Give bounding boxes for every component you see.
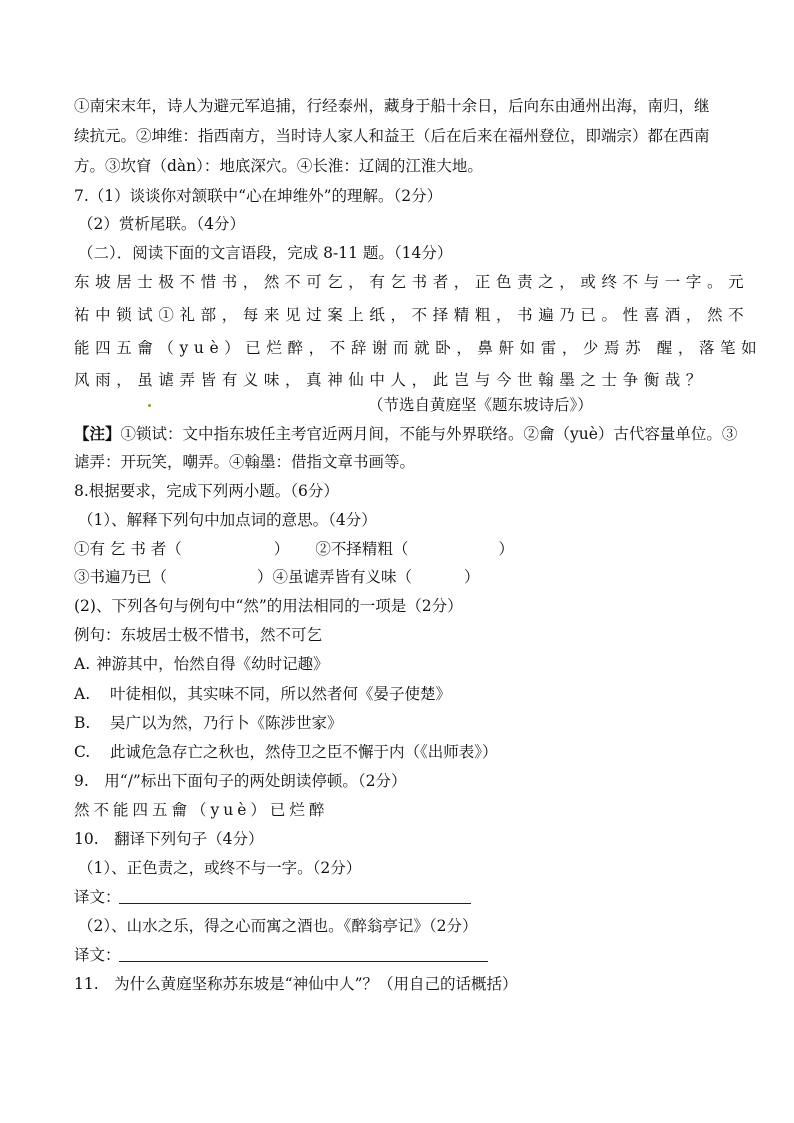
question-9-title: 9. 用“/”标出下面句子的两处朗读停顿。（2分） (74, 772, 407, 790)
item-1-close: ） (273, 540, 290, 558)
item-4-close: ） (464, 568, 480, 586)
option-letter: A. (74, 655, 91, 673)
item-4-label: ④虽谑弄皆有义味（ (272, 568, 413, 586)
passage-line-2: 祐中锁试①礼部，每来见过案上纸，不择精粗，书遍乃已。性喜酒，然不 (74, 306, 750, 324)
question-8-items-row-2 (74, 567, 480, 587)
option-row (74, 654, 329, 674)
option-letter: A. (74, 685, 91, 703)
option-text: 此诚危急存亡之秋也，然侍卫之臣不懈于内（《出师表》） (110, 743, 498, 761)
option-row (74, 713, 343, 733)
item-1-label: ①有 乞 书 者（ (74, 540, 182, 558)
item-1-blank[interactable] (182, 542, 274, 558)
question-8-sub-2-title: (2)、下列各句与例句中“然”的用法相同的一项是（2分） (74, 597, 463, 615)
question-8-example: 例句：东坡居士极不惜书，然不可乞 (74, 626, 323, 644)
item-3-blank[interactable] (167, 570, 257, 586)
question-10-part-1: （1）、正色责之，或终不与一字。（2分） (78, 859, 362, 877)
answer-line-2[interactable] (119, 961, 488, 962)
item-2-close: ） (498, 540, 514, 558)
option-letter: C. (74, 743, 91, 761)
passage-line-4: 风雨，虽谑弄皆有义味，真神仙中人，此岂与今世翰墨之士争衡哉？ (74, 371, 708, 389)
spacer (289, 542, 315, 558)
question-7-part-2: （2）赏析尾联。（4分） (78, 215, 245, 233)
question-8-title: 8.根据要求，完成下列两小题。（6分） (74, 482, 339, 500)
question-10-answer-label-2: 译文： (74, 946, 121, 964)
question-10-answer-label-1: 译文： (74, 888, 121, 906)
question-7-part-1: 7.（1）谈谈你对颔联中“心在坤维外”的理解。（2分） (74, 187, 443, 205)
passage-source: （节选自黄庭坚《题东坡诗后》） (368, 396, 593, 414)
poem-note-line-2: 续抗元。②坤维：指西南方，当时诗人家人和益王（后在后来在福州登位，即端宗）都在西南 (74, 127, 710, 145)
question-10-title: 10. 翻译下列句子（4分） (74, 830, 264, 848)
passage-line-1: 东坡居士极不惜书，然不可乞，有乞书者，正色责之，或终不与一字。元 (74, 273, 750, 291)
answer-line-1[interactable] (119, 903, 471, 904)
item-3-label: ③书遍乃已（ (74, 568, 168, 586)
option-row (74, 684, 451, 704)
poem-note-line-1: ①南宋末年，诗人为避元军追捕，行经泰州，藏身于船十余日，后向东由通州出海，南归，继 (74, 97, 710, 115)
question-8-sub-1-title: （1）、解释下列句中加点词的意思。（4分） (78, 511, 377, 529)
item-2-blank[interactable] (408, 542, 498, 558)
note-text-1: ①锁试：文中指东坡任主考官近两月间，不能与外界联络。②龠（yuè）古代容量单位。③ (120, 425, 738, 443)
section-2-heading: （二）．阅读下面的文言语段，完成 8-11 题。（14分） (78, 244, 453, 262)
stray-mark (148, 404, 151, 407)
passage-note-line-1 (74, 424, 737, 444)
question-10-part-2: （2）、山水之乐，得之心而寓之酒也。《醉翁亭记》（2分） (78, 917, 478, 935)
option-text: 神游其中，怡然自得《幼时记趣》 (96, 655, 329, 673)
passage-line-3: 能四五龠（yuè）已烂醉，不辞谢而就卧，鼻鼾如雷，少焉苏 醒，落笔如 (74, 339, 763, 357)
passage-note-line-2: 谑弄：开玩笑，嘲弄。④翰墨：借指文章书画等。 (74, 453, 416, 471)
option-letter: B. (74, 714, 91, 732)
question-8-items-row-1 (74, 539, 514, 559)
option-text: 吴广以为然，乃行卜《陈涉世家》 (110, 714, 343, 732)
question-11-title: 11. 为什么黄庭坚称苏东坡是“神仙中人”？（用自己的话概括） (74, 975, 518, 993)
item-2-label: ②不择精粗（ (315, 540, 409, 558)
item-3-close: ） (257, 568, 273, 586)
question-9-sentence: 然不能四五龠（yuè）已烂醉 (74, 801, 329, 819)
option-row (74, 742, 498, 762)
poem-note-line-3: 方。③坎窅（dàn）：地底深穴。④长淮：辽阔的江淮大地。 (74, 157, 483, 175)
option-text: 叶徒相似，其实味不同，所以然者何《晏子使楚》 (110, 685, 452, 703)
note-label: 【注】 (74, 424, 121, 443)
item-4-blank[interactable] (412, 570, 464, 586)
